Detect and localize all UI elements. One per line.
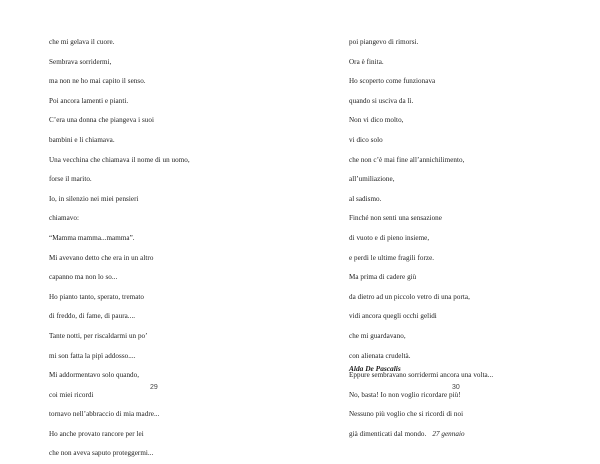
right-poem-line: vi dico solo: [349, 135, 383, 144]
left-poem-line: di freddo, di fame, di paura....: [49, 312, 136, 321]
left-poem-line: Mi avevano detto che era in un altro: [49, 253, 154, 262]
right-poem-line: No, basta! Io non voglio ricordare più!: [349, 390, 461, 399]
right-poem-line: Finché non senti una sensazione: [349, 214, 442, 223]
left-poem-line: “Mamma mamma...mamma”.: [49, 233, 135, 242]
right-poem-line: quando si usciva da lì.: [349, 96, 414, 105]
left-poem-line: Mi addormentavo solo quando,: [49, 371, 140, 380]
right-poem-line: Ora è finita.: [349, 57, 384, 66]
left-poem-line: mi son fatta la pipì addosso....: [49, 351, 136, 360]
right-poem-line: Non vi dico molto,: [349, 116, 404, 125]
left-poem-lines: [49, 33, 294, 464]
right-poem-line: all’umiliazione,: [349, 175, 395, 184]
left-poem-line: C’era una donna che piangeva i suoi: [49, 116, 154, 125]
left-poem-line: bambini e li chiamava.: [49, 135, 115, 144]
right-poem-last-line: [349, 425, 594, 445]
left-poem-line: Sembrava sorridermi,: [49, 57, 112, 66]
right-poem-line: che non c’è mai fine all’annichilimento,: [349, 155, 465, 164]
right-poem-line: che mi guardavano,: [349, 331, 406, 340]
left-poem-line: chiamavo:: [49, 214, 79, 223]
left-poem-line: Ho anche provato rancore per lei: [49, 429, 144, 438]
left-poem-line: coi miei ricordi: [49, 390, 94, 399]
left-poem-line: capanno ma non lo so...: [49, 273, 118, 282]
left-poem-line: ma non ne ho mai capito il senso.: [49, 77, 146, 86]
author-signature: Alda De Pascalis: [349, 364, 401, 373]
right-poem-line: Ho scoperto come funzionava: [349, 77, 436, 86]
right-poem-line: poi piangevo di rimorsi.: [349, 38, 419, 46]
last-line-text: già dimenticati dal mondo.: [349, 429, 427, 438]
left-page-number: 29: [150, 384, 158, 391]
poem-date: 27 gennaio: [432, 429, 465, 438]
right-poem-line: di vuoto e di pieno insieme,: [349, 233, 430, 242]
right-poem-line: Nessuno più voglio che si ricordi di noi: [349, 410, 464, 419]
left-poem-line: forse il marito.: [49, 175, 92, 184]
left-poem-line: Una vecchina che chiamava il nome di un uomo,: [49, 155, 190, 164]
left-poem-line: Io, in silenzio nei miei pensieri: [49, 194, 139, 203]
right-page-number: 30: [452, 384, 460, 391]
right-poem-line: da dietro ad un piccolo vetro di una porta,: [349, 292, 470, 301]
right-poem-lines: [349, 33, 594, 444]
right-poem-line: vidi ancora quegli occhi gelidi: [349, 312, 437, 321]
left-poem-line: Ho pianto tanto, sperato, tremato: [49, 292, 145, 301]
right-poem-line: e perdi le ultime fragili forze.: [349, 253, 435, 262]
right-poem-line: Ma prima di cadere giù: [349, 273, 417, 282]
right-poem-line: al sadismo.: [349, 194, 382, 203]
left-poem-line: Tante notti, per riscaldarmi un po’: [49, 331, 148, 340]
right-page: [300, 0, 600, 438]
left-poem-line: Poi ancora lamenti e pianti.: [49, 96, 129, 105]
right-poem-line: Eppure sembravano sorridermi ancora una volta...: [349, 371, 494, 380]
right-poem-line: con alienata crudeltà.: [349, 351, 411, 360]
left-page: [0, 0, 300, 458]
left-poem-line: che mi gelava il cuore.: [49, 38, 115, 46]
left-poem-line: che non aveva saputo proteggermi...: [49, 449, 154, 458]
left-poem-line: tornavo nell’abbraccio di mia madre...: [49, 410, 160, 419]
